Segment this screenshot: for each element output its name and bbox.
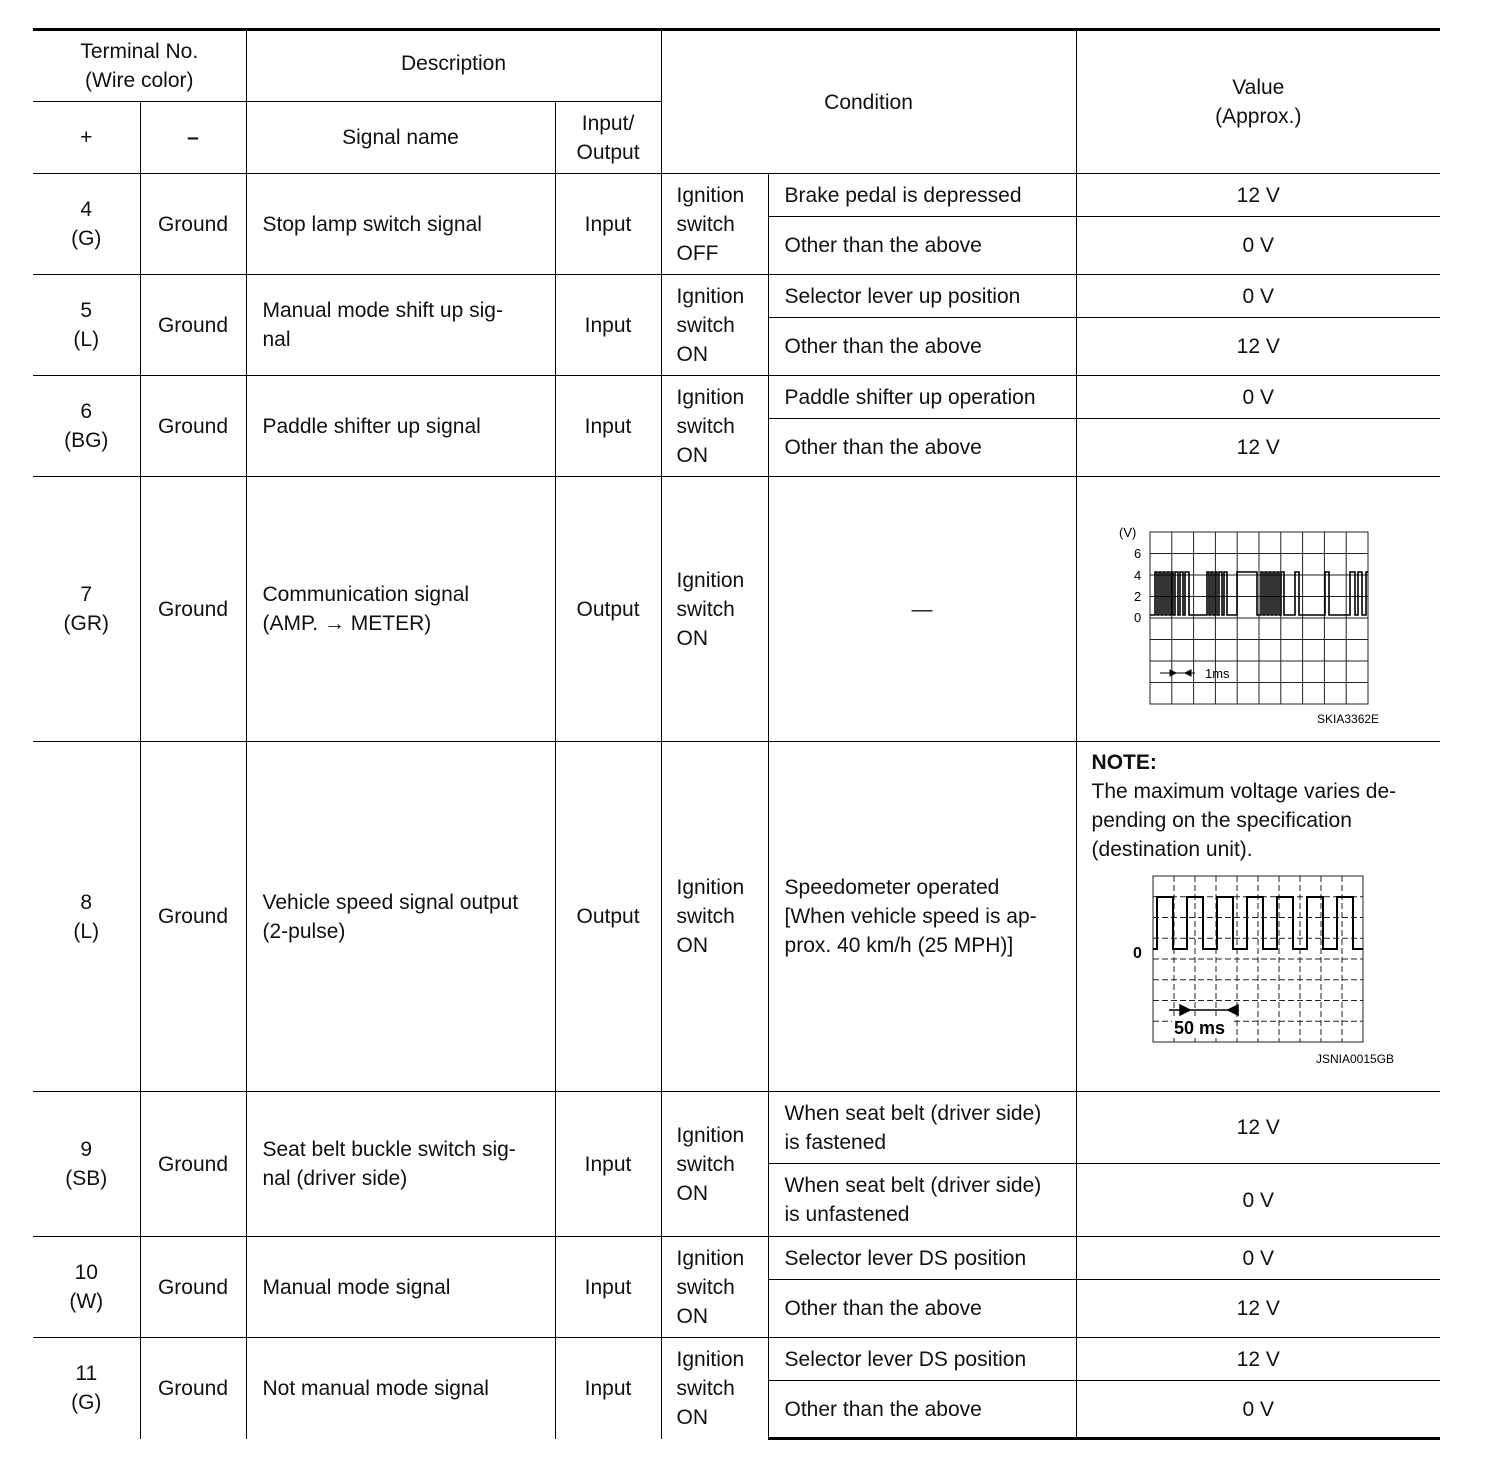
signal-name-line: (AMP. → METER) [262, 612, 432, 635]
ignition-state: ON [676, 1405, 709, 1429]
tick-label: 0 [1133, 610, 1141, 625]
terminal-cell [33, 1338, 140, 1439]
value-cell: 0 V [1076, 376, 1440, 419]
ignition-state: ON [676, 1181, 709, 1205]
condition-cell: Other than the above [768, 1381, 1076, 1439]
value-cell: 12 V [1076, 1092, 1440, 1164]
terminal-cell [33, 477, 140, 742]
ground-cell: Ground [140, 742, 246, 1092]
terminal-number: 6 [80, 400, 93, 423]
io-cell: Input [555, 174, 661, 275]
time-scale-label: 50 ms [1173, 1018, 1225, 1038]
signal-name-header: Signal name [246, 102, 555, 174]
table-row [33, 1092, 1440, 1164]
condition-cell: Paddle shifter up operation [768, 376, 1076, 419]
table-row [33, 742, 1440, 1092]
note-title: NOTE: [1091, 751, 1157, 774]
condition-cell: Other than the above [768, 217, 1076, 275]
value-cell-note [1076, 742, 1440, 1092]
condition-line: is unfastened [784, 1203, 910, 1226]
switch-text: switch [676, 313, 735, 337]
condition-line: [When vehicle speed is ap- [784, 905, 1037, 928]
signal-name-cell: Paddle shifter up signal [246, 376, 555, 477]
terminal-no-label: Terminal No. [80, 40, 199, 63]
speed-pulse-waveform [1077, 864, 1441, 1078]
ignition-cell [661, 1092, 768, 1237]
wire-color: (W) [69, 1290, 104, 1313]
ground-cell: Ground [140, 174, 246, 275]
io-header [555, 102, 661, 174]
waveform-grid [1150, 532, 1368, 704]
value-cell: 0 V [1076, 217, 1440, 275]
io-cell: Input [555, 376, 661, 477]
signal-name-line: Communication signal [262, 583, 470, 606]
terminal-cell [33, 174, 140, 275]
wire-color: (BG) [64, 429, 109, 452]
condition-line: prox. 40 km/h (25 MPH)] [784, 934, 1014, 957]
terminal-cell [33, 1237, 140, 1338]
signal-name-line: (2-pulse) [262, 919, 346, 943]
condition-header [661, 30, 1076, 174]
ground-cell: Ground [140, 1237, 246, 1338]
terminal-no-header [33, 30, 246, 102]
condition-cell: Brake pedal is depressed [768, 174, 1076, 217]
switch-text: switch [676, 905, 735, 928]
signal-name-line: nal (driver side) [262, 1167, 408, 1190]
value-label: Value [1232, 76, 1285, 99]
wire-color: (GR) [63, 612, 109, 635]
table-row [33, 477, 1440, 742]
value-cell: 0 V [1076, 1381, 1440, 1439]
condition-cell [768, 1092, 1076, 1164]
condition-cell: Other than the above [768, 318, 1076, 376]
wire-color: (L) [73, 328, 100, 351]
condition-cell: — [768, 477, 1076, 742]
header-row-1 [33, 30, 1440, 102]
terminal-number: 10 [74, 1261, 98, 1284]
condition-cell: Other than the above [768, 1280, 1076, 1338]
value-header [1076, 30, 1440, 174]
value-cell: 12 V [1076, 174, 1440, 217]
io-cell: Output [555, 742, 661, 1092]
wire-color: (G) [71, 227, 102, 250]
signal-name-cell: Manual mode signal [246, 1237, 555, 1338]
ground-cell: Ground [140, 376, 246, 477]
ignition-state: ON [676, 626, 709, 650]
ignition-text: Ignition [676, 1246, 745, 1270]
note-line: The maximum voltage varies de- [1091, 780, 1397, 803]
terminal-cell [33, 275, 140, 376]
ignition-text: Ignition [676, 183, 745, 207]
table-row [33, 1237, 1440, 1280]
ground-cell: Ground [140, 1092, 246, 1237]
ignition-text: Ignition [676, 1123, 745, 1147]
value-cell: 12 V [1076, 419, 1440, 477]
approx-label: (Approx.) [1215, 105, 1302, 128]
table-row [33, 376, 1440, 419]
condition-label: Condition [824, 90, 913, 114]
ground-cell: Ground [140, 275, 246, 376]
io-cell: Input [555, 1338, 661, 1439]
signal-name-cell [246, 477, 555, 742]
condition-cell: Other than the above [768, 419, 1076, 477]
ignition-cell [661, 376, 768, 477]
value-cell: 12 V [1076, 1338, 1440, 1381]
signal-name-line: Manual mode shift up sig- [262, 299, 503, 322]
tick-label: 6 [1133, 546, 1141, 561]
condition-cell [768, 742, 1076, 1092]
switch-text: switch [676, 1275, 735, 1299]
ignition-text: Ignition [676, 568, 745, 592]
ignition-state: ON [676, 443, 709, 467]
note-line: pending on the specification [1091, 809, 1352, 832]
ground-cell: Ground [140, 1338, 246, 1439]
condition-line: When seat belt (driver side) [784, 1101, 1042, 1125]
ignition-text: Ignition [676, 284, 745, 308]
zero-label: 0 [1132, 945, 1142, 962]
ground-cell: Ground [140, 477, 246, 742]
switch-text: switch [676, 1376, 735, 1400]
time-scale-label: 1ms [1204, 666, 1230, 681]
value-cell: 12 V [1076, 1280, 1440, 1338]
terminal-number: 7 [80, 583, 93, 606]
value-cell: 0 V [1076, 1237, 1440, 1280]
terminal-cell [33, 376, 140, 477]
ignition-cell [661, 1237, 768, 1338]
wire-color: (L) [73, 919, 100, 943]
wire-color-label: (Wire color) [85, 69, 194, 92]
figure-code: SKIA3362E [1316, 712, 1379, 726]
switch-text: switch [676, 1152, 735, 1176]
terminal-number: 11 [75, 1362, 98, 1386]
tick-label: 2 [1133, 589, 1141, 604]
terminal-number: 5 [80, 299, 93, 322]
signal-name-line: nal [262, 328, 291, 351]
wire-color: (SB) [65, 1167, 108, 1190]
condition-cell: Selector lever DS position [768, 1338, 1076, 1381]
signal-name-cell [246, 742, 555, 1092]
note-block [1077, 742, 1441, 864]
communication-waveform [1077, 477, 1441, 741]
figure-code: JSNIA0015GB [1315, 1052, 1394, 1066]
io-cell: Input [555, 1237, 661, 1338]
wire-color: (G) [71, 1391, 102, 1415]
description-label: Description [400, 52, 507, 75]
switch-text: switch [676, 414, 735, 438]
condition-cell [768, 1164, 1076, 1237]
signal-name-cell: Stop lamp switch signal [246, 174, 555, 275]
scale-marker [1160, 670, 1195, 676]
ignition-cell [661, 477, 768, 742]
io-label-1: Input/ [581, 111, 635, 135]
io-cell: Output [555, 477, 661, 742]
condition-line: is fastened [784, 1130, 887, 1154]
ignition-state: ON [676, 1304, 709, 1328]
ignition-text: Ignition [676, 1347, 745, 1371]
ignition-cell [661, 174, 768, 275]
note-line: (destination unit). [1091, 838, 1253, 861]
tick-label: 4 [1133, 568, 1141, 583]
switch-text: switch [676, 212, 735, 236]
condition-line: Speedometer operated [784, 876, 1000, 899]
condition-cell: Selector lever DS position [768, 1237, 1076, 1280]
switch-text: switch [676, 597, 735, 621]
value-cell: 0 V [1076, 1164, 1440, 1237]
plus-header: + [33, 102, 140, 174]
minus-header: – [140, 102, 246, 174]
table-row [33, 1338, 1440, 1381]
ignition-state: OFF [676, 241, 719, 265]
io-cell: Input [555, 1092, 661, 1237]
terminal-cell [33, 1092, 140, 1237]
signal-name-cell: Not manual mode signal [246, 1338, 555, 1439]
io-cell: Input [555, 275, 661, 376]
table-row [33, 275, 1440, 318]
condition-cell: Selector lever up position [768, 275, 1076, 318]
scale-marker [1169, 1005, 1239, 1015]
ignition-cell [661, 1338, 768, 1439]
signal-name-line: Seat belt buckle switch sig- [262, 1138, 516, 1161]
terminal-number: 9 [80, 1138, 93, 1161]
terminal-cell [33, 742, 140, 1092]
terminal-number: 8 [80, 890, 93, 914]
value-cell-waveform [1076, 477, 1440, 742]
signal-name-cell [246, 275, 555, 376]
ignition-text: Ignition [676, 876, 745, 899]
volt-unit-label: (V) [1118, 525, 1136, 540]
ignition-cell [661, 742, 768, 1092]
ignition-state: ON [676, 342, 709, 366]
terminal-number: 4 [80, 198, 93, 221]
ignition-text: Ignition [676, 385, 745, 409]
signal-name-cell [246, 1092, 555, 1237]
value-cell: 12 V [1076, 318, 1440, 376]
description-header [246, 30, 661, 102]
value-cell: 0 V [1076, 275, 1440, 318]
ignition-cell [661, 275, 768, 376]
condition-line: When seat belt (driver side) [784, 1174, 1042, 1197]
table-row [33, 174, 1440, 217]
io-label-2: Output [576, 140, 640, 164]
signal-name-line: Vehicle speed signal output [262, 890, 519, 914]
ignition-state: ON [676, 934, 709, 957]
terminal-spec-table [33, 28, 1440, 1440]
